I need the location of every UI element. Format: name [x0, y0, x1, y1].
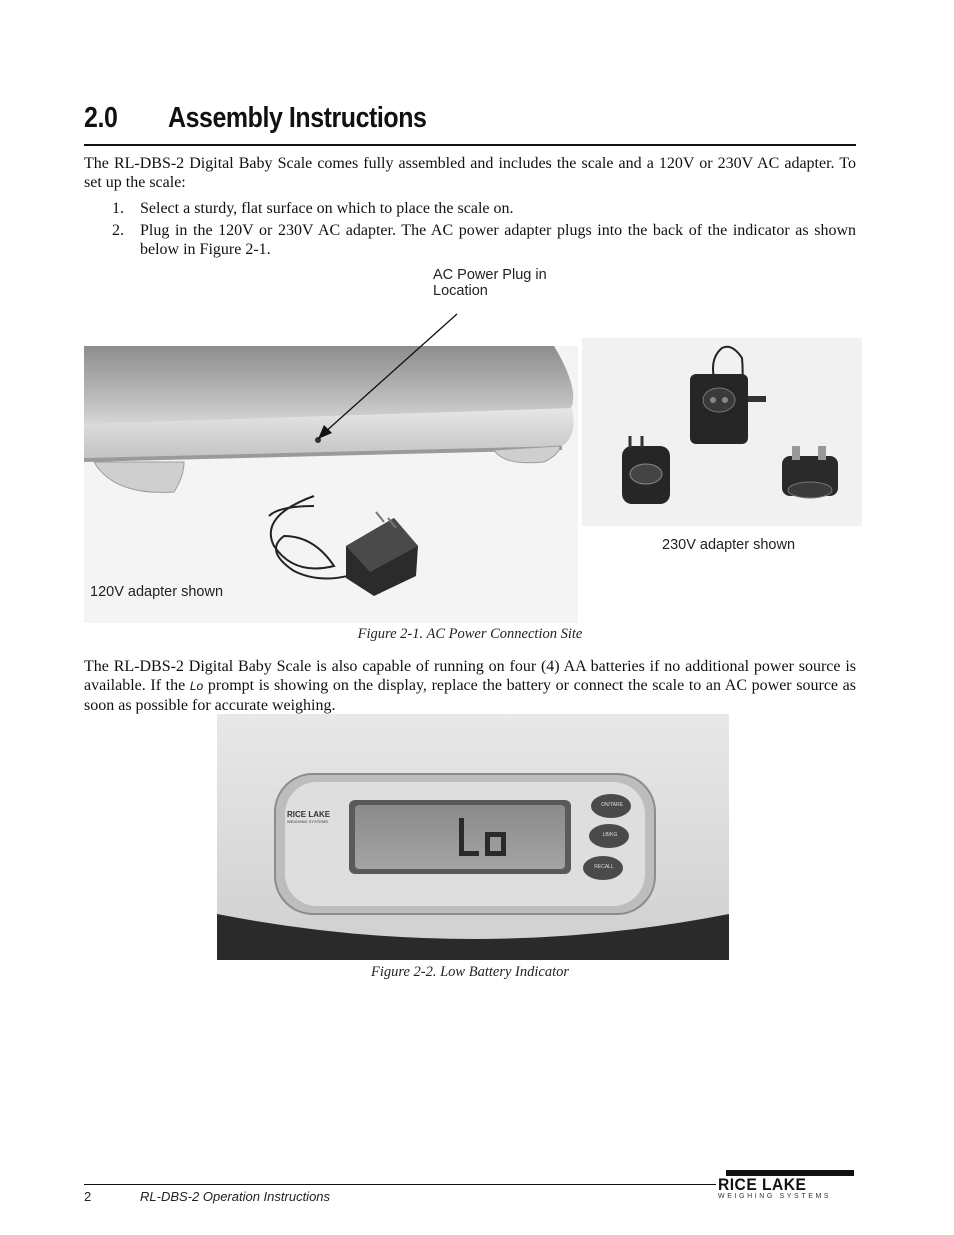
rice-lake-logo: [718, 1170, 854, 1201]
page-number: 2: [84, 1189, 92, 1204]
low-battery-photo: [217, 714, 729, 960]
list-item: [84, 221, 856, 261]
lo-prompt: Lo: [189, 679, 204, 693]
logo-main: RICE LAKE: [718, 1175, 807, 1194]
logo-sub: WEIGHING SYSTEMS: [718, 1193, 832, 1200]
battery-paragraph: The RL-DBS-2 Digital Baby Scale is also capable of running on four (4) AA batteries if no additional power source is available. If the Lo prompt is showing on the display, replace the battery or connect the scale to an AC power source as soon as possible for accurate weighing.: [84, 658, 856, 714]
label-230v: 230V adapter shown: [662, 537, 796, 553]
section-heading: [84, 100, 856, 146]
figure-2-caption: Figure 2-2. Low Battery Indicator: [370, 964, 569, 980]
list-item-number: 1.: [112, 200, 124, 217]
section-number: 2.0: [84, 102, 118, 134]
footer-doc-title: RL-DBS-2 Operation Instructions: [140, 1189, 331, 1204]
list-item-text: Plug in the 120V or 230V AC adapter. The AC power adapter plugs into the back of the indicator as shown below in Figure 2-1.: [140, 222, 856, 258]
list-item-number: 2.: [112, 222, 124, 239]
panel-brand: RICE LAKE WEIGHING SYSTEMS: [287, 810, 331, 824]
section-title: Assembly Instructions: [168, 102, 427, 134]
button-on-tare: ON/TARE: [601, 802, 623, 808]
adapter-230v-photo: [582, 338, 862, 526]
button-lb-kg: LB/KG: [602, 832, 618, 838]
callout-label: AC Power Plug in Location: [433, 267, 547, 299]
list-item: [84, 199, 856, 221]
intro-paragraph: The RL-DBS-2 Digital Baby Scale comes fully assembled and includes the scale and a 120V or 230V AC adapter. To set up the scale:: [84, 155, 856, 191]
indicator-panel-illustration: [217, 714, 729, 960]
callout-arrow: [300, 305, 470, 450]
steps-list: [84, 199, 856, 261]
adapter-photo-illustration: [582, 338, 862, 526]
label-120v: 120V adapter shown: [90, 584, 224, 600]
list-item-text: Select a sturdy, flat surface on which to place the scale on.: [140, 200, 514, 217]
figure-1-caption: Figure 2-1. AC Power Connection Site: [357, 626, 583, 642]
footer-rule: [84, 1184, 716, 1185]
button-recall: RECALL: [594, 864, 614, 870]
